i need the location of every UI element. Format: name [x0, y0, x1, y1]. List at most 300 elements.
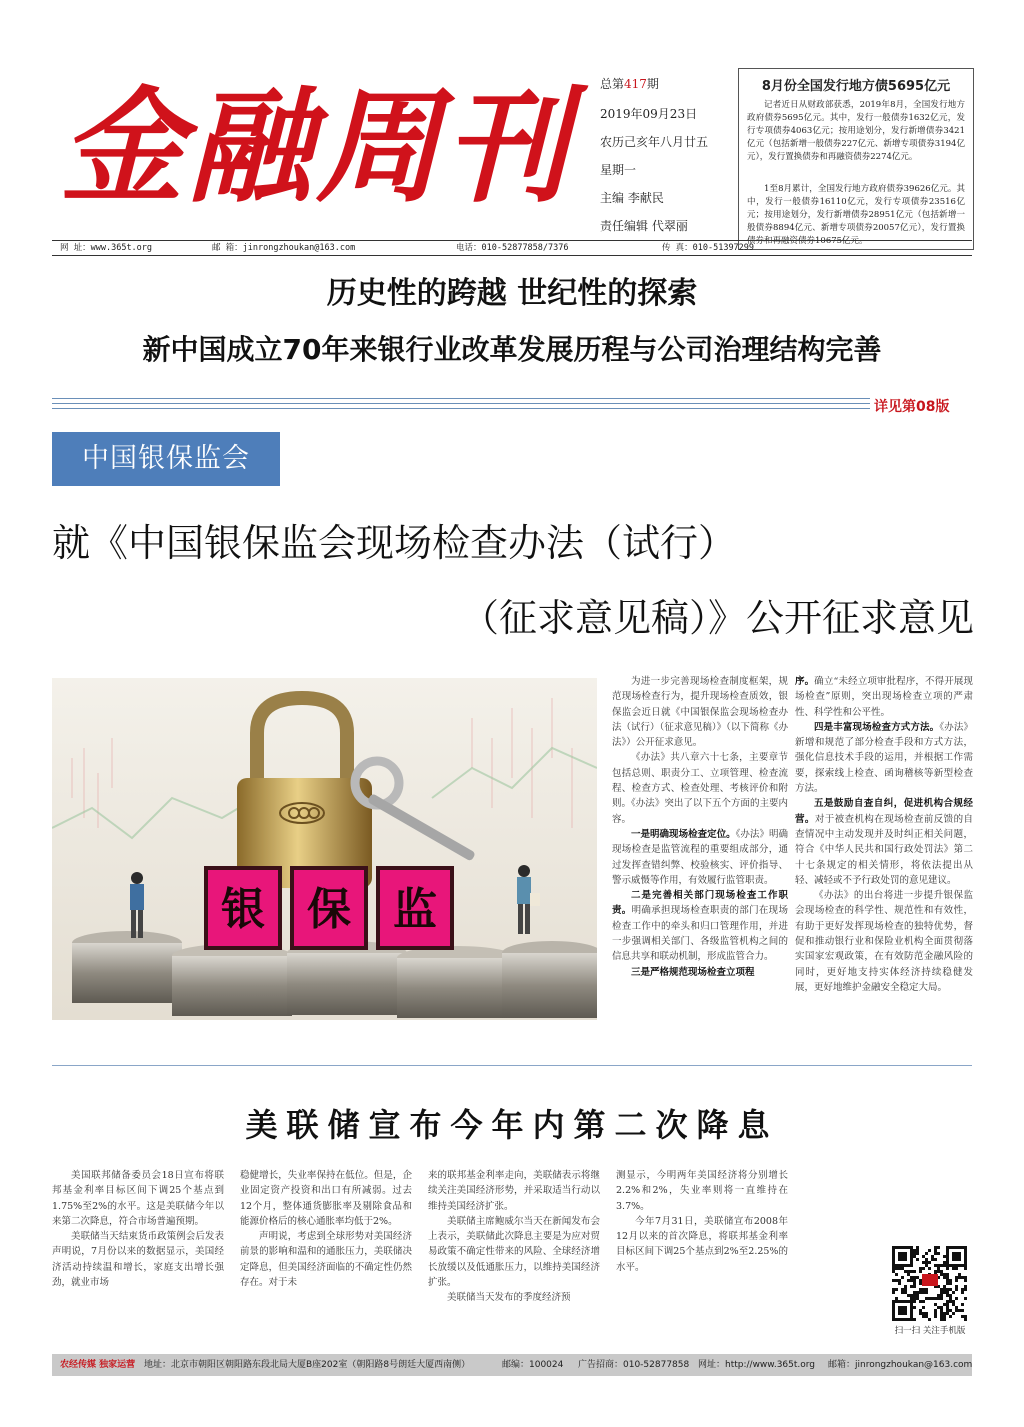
qr-module: [913, 1276, 916, 1279]
article-paragraph: 声明说，考虑到全球形势对美国经济前景的影响和温和的通胀压力，美联储决定降息，但美国经济面临的不确定性仍然存在。对于未: [240, 1231, 412, 1289]
paragraph-text: 《办法》明确现场检查是监管流程的重要组成部分，通过发挥查错纠弊、校验核实、评价指导、警示威慑等作用，有效履行监管职责。: [612, 828, 788, 886]
article-paragraph: 美联储当天发布的季度经济预: [447, 1292, 571, 1304]
qr-module: [946, 1279, 949, 1282]
qr-module: [922, 1312, 925, 1315]
see-page-link[interactable]: 详见第08版: [874, 399, 950, 415]
qr-logo: [922, 1274, 938, 1286]
qr-module: [949, 1264, 952, 1267]
qr-module: [892, 1270, 895, 1273]
qr-module: [895, 1267, 898, 1270]
paragraph-lead: 二是完善相关部门现场检查工作职责。: [612, 890, 788, 917]
qr-module: [916, 1276, 919, 1279]
qr-module: [898, 1252, 901, 1255]
footer-address: 地址：北京市朝阳区朝阳路东段北局大厦B座202室（朝阳路8号朗廷大厦西南侧）: [144, 1360, 471, 1370]
qr-module: [898, 1279, 901, 1282]
qr-module: [910, 1258, 913, 1261]
divider: [52, 408, 870, 409]
article-paragraph: [795, 796, 973, 888]
qr-module: [937, 1252, 940, 1255]
qr-module: [946, 1261, 949, 1264]
article-paragraph: [612, 750, 788, 826]
article-paragraph: [795, 888, 973, 995]
qr-module: [892, 1261, 895, 1264]
qr-module: [910, 1294, 913, 1297]
qr-module: [952, 1291, 955, 1294]
qr-module: [907, 1264, 910, 1267]
qr-module: [919, 1288, 922, 1291]
qr-module: [946, 1249, 949, 1252]
article-column-1: [612, 674, 788, 980]
qr-module: [904, 1300, 907, 1303]
qr-module: [946, 1264, 949, 1267]
qr-module: [943, 1261, 946, 1264]
qr-module: [907, 1300, 910, 1303]
qr-module: [901, 1309, 904, 1312]
qr-module: [901, 1246, 904, 1249]
news-brief-title: 8月份全国发行地方债5695亿元: [761, 79, 951, 94]
qr-module: [946, 1252, 949, 1255]
qr-module: [895, 1297, 898, 1300]
news-brief-paragraph: 记者近日从财政部获悉，2019年8月，全国发行地方政府债券5695亿元。其中，发行一般债券1632亿元，发行专项债券4063亿元；按用途划分，发行新增债券3421亿元（包括新增一般债券227亿元、新增专项债券3194亿元），发行置换债券和再融资债券2274亿元。: [747, 100, 965, 162]
paragraph-text: 确立“未经立项审批程序，不得开展现场检查”原则，突出现场检查立项的严肃性、科学性和公平性。: [795, 676, 973, 718]
qr-module: [898, 1306, 901, 1309]
qr-module: [943, 1312, 946, 1315]
qr-module: [961, 1303, 964, 1306]
qr-module: [943, 1285, 946, 1288]
qr-module: [925, 1291, 928, 1294]
qr-module: [901, 1276, 904, 1279]
qr-module: [892, 1258, 895, 1261]
qr-module: [955, 1264, 958, 1267]
qr-module: [940, 1309, 943, 1312]
qr-module: [937, 1246, 940, 1249]
qr-module: [934, 1315, 937, 1318]
footer-website: 网址：http://www.365t.org: [698, 1360, 816, 1370]
qr-module: [901, 1252, 904, 1255]
qr-module: [892, 1312, 895, 1315]
qr-module: [892, 1303, 895, 1306]
qr-module: [925, 1264, 928, 1267]
qr-module: [964, 1249, 967, 1252]
qr-module: [892, 1264, 895, 1267]
qr-module: [898, 1264, 901, 1267]
qr-module: [964, 1279, 967, 1282]
qr-module: [904, 1264, 907, 1267]
qr-module: [892, 1288, 895, 1291]
qr-module: [925, 1297, 928, 1300]
qr-module: [922, 1315, 925, 1318]
qr-module: [940, 1318, 943, 1321]
qr-module: [949, 1246, 952, 1249]
qr-module: [964, 1315, 967, 1318]
qr-module: [922, 1255, 925, 1258]
qr-module: [946, 1294, 949, 1297]
qr-module: [913, 1249, 916, 1252]
contact-email: 邮 箱：jinrongzhoukan@163.com: [212, 243, 356, 253]
lunar-date: 农历己亥年八月廿五: [600, 135, 709, 149]
qr-module: [910, 1270, 913, 1273]
qr-module: [913, 1252, 916, 1255]
qr-module: [901, 1318, 904, 1321]
qr-module: [943, 1276, 946, 1279]
qr-module: [919, 1270, 922, 1273]
qr-module: [949, 1294, 952, 1297]
qr-module: [952, 1267, 955, 1270]
qr-module: [892, 1252, 895, 1255]
qr-module: [904, 1288, 907, 1291]
qr-module: [961, 1288, 964, 1291]
qr-module: [946, 1288, 949, 1291]
qr-module: [964, 1246, 967, 1249]
qr-module: [910, 1318, 913, 1321]
qr-module: [892, 1279, 895, 1282]
qr-module: [958, 1273, 961, 1276]
article-paragraph: [612, 674, 788, 750]
qr-module: [910, 1297, 913, 1300]
qr-module: [961, 1246, 964, 1249]
qr-module: [937, 1267, 940, 1270]
paragraph-text: 《办法》新增和规范了部分检查手段和方式方法，强化信息技术手段的运用，并根据工作需要，探索线上检查、函询稽核等新型检查方法。: [795, 721, 973, 795]
article-title-line-1[interactable]: 就《中国银保监会现场检查办法（试行）: [52, 521, 737, 565]
qr-module: [934, 1246, 937, 1249]
contact-phone: 电话：010-52877858/7376: [456, 243, 569, 253]
lead-headline[interactable]: 历史性的跨越 世纪性的探索: [326, 276, 698, 311]
footer-email: 邮箱：jinrongzhoukan@163.com: [828, 1360, 973, 1370]
article-paragraph: 美联储当天结束货币政策例会后发表声明说，7月份以来的数据显示，美国经济活动持续温和增长，家庭支出增长强劲，就业市场: [52, 1231, 224, 1289]
qr-module: [892, 1318, 895, 1321]
qr-module: [955, 1306, 958, 1309]
qr-module: [901, 1288, 904, 1291]
paragraph-lead: 五是鼓励自查自纠，促进机构合规经营。: [795, 798, 973, 825]
qr-module: [904, 1312, 907, 1315]
qr-module: [919, 1267, 922, 1270]
qr-module: [892, 1249, 895, 1252]
qr-module: [910, 1312, 913, 1315]
qr-module: [922, 1291, 925, 1294]
qr-module: [916, 1252, 919, 1255]
article-photo: [52, 678, 597, 1020]
qr-module: [943, 1255, 946, 1258]
qr-module: [901, 1291, 904, 1294]
qr-module: [892, 1309, 895, 1312]
qr-module: [904, 1258, 907, 1261]
paragraph-text: 明确承担现场检查职责的部门在现场检查工作中的牵头和归口管理作用，并进一步强调相关部门、各级监管机构之间的信息共享和联动机制，形成监管合力。: [612, 905, 788, 963]
qr-module: [922, 1267, 925, 1270]
qr-module: [946, 1276, 949, 1279]
qr-module: [940, 1312, 943, 1315]
responsible-editor: 责任编辑 代翠丽: [600, 219, 688, 233]
qr-module: [940, 1306, 943, 1309]
qr-module: [955, 1276, 958, 1279]
qr-module: [949, 1282, 952, 1285]
qr-module: [913, 1306, 916, 1309]
article-column-2: [795, 674, 973, 995]
fed-column-4: [616, 1168, 788, 1275]
qr-module: [949, 1288, 952, 1291]
qr-module: [955, 1246, 958, 1249]
qr-module: [910, 1246, 913, 1249]
qr-module: [925, 1261, 928, 1264]
qr-module: [946, 1312, 949, 1315]
qr-module: [892, 1306, 895, 1309]
qr-module: [904, 1306, 907, 1309]
qr-module: [895, 1279, 898, 1282]
qr-module: [907, 1273, 910, 1276]
qr-module: [892, 1255, 895, 1258]
qr-module: [964, 1297, 967, 1300]
qr-module: [895, 1273, 898, 1276]
qr-module: [901, 1255, 904, 1258]
qr-module: [964, 1258, 967, 1261]
qr-module: [910, 1261, 913, 1264]
article-paragraph: [612, 965, 788, 980]
section-tag: 中国银保监会: [52, 432, 280, 486]
qr-module: [964, 1285, 967, 1288]
qr-module: [946, 1306, 949, 1309]
qr-code-icon: [888, 1244, 972, 1322]
qr-module: [907, 1294, 910, 1297]
qr-module: [895, 1246, 898, 1249]
qr-module: [904, 1270, 907, 1273]
qr-module: [910, 1255, 913, 1258]
qr-module: [955, 1279, 958, 1282]
qr-module: [913, 1297, 916, 1300]
photo-block-1: 银: [221, 884, 265, 935]
qr-module: [955, 1267, 958, 1270]
qr-module: [916, 1297, 919, 1300]
qr-module: [937, 1264, 940, 1267]
qr-module: [913, 1294, 916, 1297]
paragraph-text: 对于被查机构在现场检查前反馈的自查情况中主动发现并及时纠正相关问题，符合《中华人民共和国行政处罚法》第二十七条规定的相关情形，将依法提出从轻、减轻或不予行政处罚的意见建议。: [795, 813, 973, 886]
qr-module: [946, 1303, 949, 1306]
contact-bar: [52, 240, 972, 256]
qr-module: [919, 1309, 922, 1312]
qr-module: [958, 1258, 961, 1261]
qr-module: [937, 1294, 940, 1297]
qr-module: [910, 1276, 913, 1279]
paragraph-lead: 序。: [795, 676, 815, 687]
qr-module: [901, 1306, 904, 1309]
news-brief-paragraph: 1至8月累计，全国发行地方政府债券39626亿元。其中，发行一般债券16110亿元，发行专项债券23516亿元；按用途划分，发行新增债券28951亿元（包括新增一般债券8894亿元、新增专项债券20057亿元），发行置换债券和再融资债券10675亿元。: [747, 184, 965, 246]
qr-module: [940, 1264, 943, 1267]
qr-module: [898, 1282, 901, 1285]
qr-module: [958, 1255, 961, 1258]
qr-module: [925, 1288, 928, 1291]
qr-module: [934, 1312, 937, 1315]
qr-module: [961, 1309, 964, 1312]
qr-module: [952, 1303, 955, 1306]
qr-module: [952, 1300, 955, 1303]
qr-module: [898, 1246, 901, 1249]
qr-module: [937, 1297, 940, 1300]
qr-module: [955, 1285, 958, 1288]
qr-module: [940, 1288, 943, 1291]
footer-postcode: 邮编：100024: [502, 1360, 564, 1370]
qr-module: [910, 1264, 913, 1267]
divider: [52, 398, 870, 399]
qr-module: [922, 1300, 925, 1303]
photo-block-3: 监: [393, 884, 437, 935]
qr-module: [940, 1297, 943, 1300]
qr-module: [901, 1264, 904, 1267]
paragraph-text: 为进一步完善现场检查制度框架，规范现场检查行为，提升现场检查质效，银保监会近日就《中国银保监会现场检查办法（试行）（征求意见稿）》（以下简称《办法》）公开征求意见。: [612, 676, 788, 749]
article-title-line-2[interactable]: （征求意见稿）》公开征求意见: [460, 596, 974, 640]
qr-module: [898, 1318, 901, 1321]
qr-module: [907, 1246, 910, 1249]
qr-module: [934, 1303, 937, 1306]
paragraph-lead: 四是丰富现场检查方式方法。: [814, 721, 940, 733]
qr-module: [946, 1258, 949, 1261]
qr-module: [904, 1252, 907, 1255]
qr-module: [964, 1288, 967, 1291]
qr-module: [925, 1258, 928, 1261]
qr-module: [946, 1267, 949, 1270]
qr-module: [913, 1300, 916, 1303]
footer-bar: [52, 1354, 972, 1376]
qr-module: [961, 1291, 964, 1294]
qr-module: [946, 1282, 949, 1285]
qr-module: [940, 1273, 943, 1276]
qr-module: [964, 1318, 967, 1321]
lead-subheadline[interactable]: 新中国成立70年来银行业改革发展历程与公司治理结构完善: [142, 333, 882, 366]
paragraph-text: 《办法》的出台将进一步提升银保监会现场检查的科学性、规范性和有效性，有助于更好发挥现场检查的独特优势，督促和推动银行业和保险业机构全面贯彻落实国家宏观政策，在有效防范金融风险的同时，更好地支持实体经济持续稳健发展，更好地维护金融安全稳定大局。: [795, 890, 973, 993]
qr-module: [928, 1261, 931, 1264]
qr-module: [913, 1279, 916, 1282]
qr-module: [940, 1291, 943, 1294]
qr-code[interactable]: [888, 1244, 972, 1340]
qr-module: [910, 1306, 913, 1309]
qr-module: [901, 1300, 904, 1303]
photo-block-2: 保: [307, 884, 351, 935]
qr-module: [940, 1315, 943, 1318]
qr-module: [910, 1279, 913, 1282]
qr-module: [895, 1288, 898, 1291]
qr-module: [913, 1282, 916, 1285]
qr-module: [955, 1309, 958, 1312]
qr-module: [898, 1267, 901, 1270]
qr-module: [907, 1318, 910, 1321]
qr-module: [916, 1258, 919, 1261]
weekday: 星期一: [600, 163, 637, 177]
qr-module: [949, 1297, 952, 1300]
qr-module: [964, 1264, 967, 1267]
contact-website: 网 址：www.365t.org: [60, 243, 153, 253]
qr-module: [934, 1309, 937, 1312]
footer-ads: 广告招商：010-52877858: [578, 1360, 690, 1370]
qr-module: [934, 1249, 937, 1252]
qr-module: [943, 1291, 946, 1294]
qr-module: [925, 1312, 928, 1315]
qr-module: [904, 1309, 907, 1312]
qr-module: [931, 1297, 934, 1300]
qr-module: [919, 1282, 922, 1285]
qr-module: [916, 1246, 919, 1249]
qr-module: [913, 1291, 916, 1294]
article-paragraph: 来的联邦基金利率走向，美联储表示将继续关注美国经济形势，并采取适当行动以维持美国经济扩张。: [428, 1170, 600, 1212]
article-paragraph: [795, 720, 973, 796]
qr-module: [934, 1297, 937, 1300]
qr-module: [910, 1315, 913, 1318]
qr-module: [907, 1279, 910, 1282]
qr-module: [934, 1258, 937, 1261]
qr-module: [898, 1255, 901, 1258]
qr-module: [907, 1270, 910, 1273]
qr-module: [898, 1300, 901, 1303]
qr-module: [946, 1255, 949, 1258]
qr-module: [928, 1267, 931, 1270]
qr-module: [910, 1252, 913, 1255]
qr-module: [934, 1270, 937, 1273]
qr-module: [925, 1315, 928, 1318]
qr-module: [940, 1294, 943, 1297]
qr-module: [964, 1255, 967, 1258]
qr-module: [928, 1297, 931, 1300]
qr-module: [898, 1309, 901, 1312]
article-paragraph: 今年7月31日，美联储宣布2008年12月以来的首次降息，将联邦基金利率目标区间下调25个基点到2%至2.25%的水平。: [616, 1215, 788, 1273]
paragraph-lead: 三是严格规范现场检查立项程: [631, 966, 755, 978]
qr-module: [937, 1270, 940, 1273]
qr-module: [901, 1267, 904, 1270]
qr-module: [949, 1300, 952, 1303]
qr-module: [922, 1306, 925, 1309]
qr-module: [946, 1246, 949, 1249]
qr-module: [964, 1267, 967, 1270]
qr-module: [946, 1273, 949, 1276]
qr-module: [913, 1255, 916, 1258]
qr-module: [904, 1318, 907, 1321]
qr-module: [943, 1288, 946, 1291]
contact-fax: 传 真：010-51397299: [662, 243, 755, 253]
qr-module: [955, 1252, 958, 1255]
qr-module: [895, 1264, 898, 1267]
qr-module: [961, 1276, 964, 1279]
qr-module: [928, 1318, 931, 1321]
qr-module: [958, 1252, 961, 1255]
qr-module: [952, 1255, 955, 1258]
article-paragraph: [612, 827, 788, 888]
qr-module: [919, 1279, 922, 1282]
qr-module: [910, 1300, 913, 1303]
qr-module: [910, 1303, 913, 1306]
qr-module: [955, 1258, 958, 1261]
chief-editor: 主编 李献民: [600, 191, 664, 205]
qr-module: [937, 1306, 940, 1309]
qr-module: [898, 1312, 901, 1315]
footer-slogan: 农经传媒 独家运营: [60, 1360, 136, 1370]
qr-module: [952, 1252, 955, 1255]
qr-module: [892, 1267, 895, 1270]
fed-article-title[interactable]: 美联储宣布今年内第二次降息: [245, 1106, 779, 1144]
qr-module: [952, 1258, 955, 1261]
qr-module: [946, 1300, 949, 1303]
qr-module: [910, 1285, 913, 1288]
article-paragraph: 测显示，今明两年美国经济将分别增长2.2%和2%，失业率则将一直维持在3.7%。: [616, 1170, 788, 1212]
qr-module: [895, 1300, 898, 1303]
issue-date: 2019年09月23日: [600, 107, 698, 121]
qr-module: [904, 1255, 907, 1258]
masthead-title: 金融周刊: [60, 76, 573, 220]
qr-module: [901, 1258, 904, 1261]
qr-module: [964, 1252, 967, 1255]
qr-module: [913, 1318, 916, 1321]
qr-module: [895, 1318, 898, 1321]
qr-module: [922, 1288, 925, 1291]
qr-module: [898, 1258, 901, 1261]
qr-module: [949, 1279, 952, 1282]
qr-module: [919, 1300, 922, 1303]
qr-module: [940, 1270, 943, 1273]
qr-module: [964, 1276, 967, 1279]
